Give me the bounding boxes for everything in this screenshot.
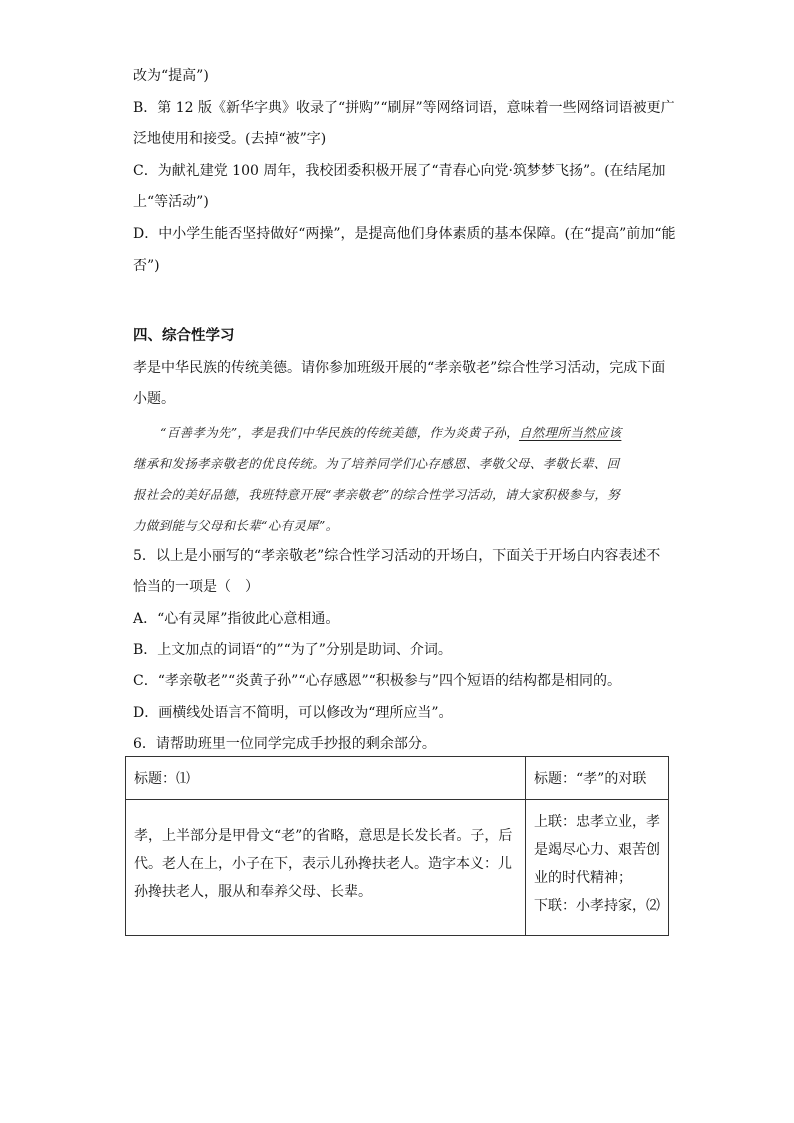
question-5-option-d: D．画横线处语言不简明，可以修改为“理所应当”。 xyxy=(133,705,453,721)
table-header-row xyxy=(126,757,669,800)
passage-line3: 报社会的美好品德，我班特意开展“孝亲敬老”的综合性学习活动，请大家积极参与，努 xyxy=(133,487,620,502)
option-b-line1: B．第 12 版《新华字典》收录了“拼购”“刷屏”等网络词语，意味着一些网络词语被更广 xyxy=(133,100,675,116)
option-c-line2: 上“等活动”) xyxy=(133,194,209,210)
option-a-continuation: 改为“提高”) xyxy=(133,68,209,84)
handcopy-newspaper-table xyxy=(125,756,669,936)
question-5-option-c: C．“孝亲敬老”“炎黄子孙”“心存感恩”“积极参与”四个短语的结构都是相同的。 xyxy=(133,673,621,689)
question-6-stem: 6．请帮助班里一位同学完成手抄报的剩余部分。 xyxy=(133,736,436,752)
question-5-stem-line2: 恰当的一项是（ ） xyxy=(133,579,259,595)
question-5-option-b: B．上文加点的词语“的”“为了”分别是助词、介词。 xyxy=(133,642,452,658)
section-title: 四、综合性学习 xyxy=(133,328,235,344)
passage-line2: 继承和发扬孝亲敬老的优良传统。为了培养同学们心存感恩、孝敬父母、孝敬长辈、回 xyxy=(133,456,620,471)
option-b-line2: 泛地使用和接受。(去掉“被”字) xyxy=(133,131,327,147)
question-5-stem-line1: 5．以上是小丽写的“孝亲敬老”综合性学习活动的开场白，下面关于开场白内容表述不 xyxy=(133,548,661,564)
option-c-line1: C．为献礼建党 100 周年，我校团委积极开展了“青春心向党·筑梦梦飞扬”。(在结尾加 xyxy=(133,163,666,179)
right-header-cell: 标题：“孝”的对联 xyxy=(526,757,669,800)
table-body-row xyxy=(126,800,669,936)
couplet-line2: 是竭尽心力、艰苦创 xyxy=(534,842,660,858)
passage-line4: 力做到能与父母和长辈“心有灵犀”。 xyxy=(133,518,339,533)
passage-line1-text: “百善孝为先”，孝是我们中华民族的传统美德，作为炎黄子孙， xyxy=(160,425,519,440)
section-intro-line2: 小题。 xyxy=(133,391,175,407)
underlined-phrase: 自然理所当然应该 xyxy=(518,425,622,440)
passage-line1 xyxy=(160,423,621,441)
couplet-line1: 上联：忠孝立业，孝 xyxy=(534,814,660,830)
left-body-cell xyxy=(126,800,526,936)
option-d-line2: 否”) xyxy=(133,258,160,274)
left-header-cell: 标题：⑴ xyxy=(126,757,526,800)
couplet-line4: 下联：小孝持家，⑵ xyxy=(534,898,660,914)
character-explanation: 孝，上半部分是甲骨文“老”的省略，意思是长发长者。子，后代。老人在上，小子在下，表示儿孙搀扶老人。造字本义：儿孙搀扶老人，服从和奉养父母、长辈。 xyxy=(134,828,513,900)
option-d-line1: D．中小学生能否坚持做好“两操”，是提高他们身体素质的基本保障。(在“提高”前加“能 xyxy=(133,226,676,242)
couplet-line3: 业的时代精神； xyxy=(534,870,632,886)
section-intro-line1: 孝是中华民族的传统美德。请你参加班级开展的“孝亲敬老”综合性学习活动，完成下面 xyxy=(133,360,666,376)
right-body-cell xyxy=(526,800,669,936)
question-5-option-a: A．“心有灵犀”指彼此心意相通。 xyxy=(133,611,340,627)
